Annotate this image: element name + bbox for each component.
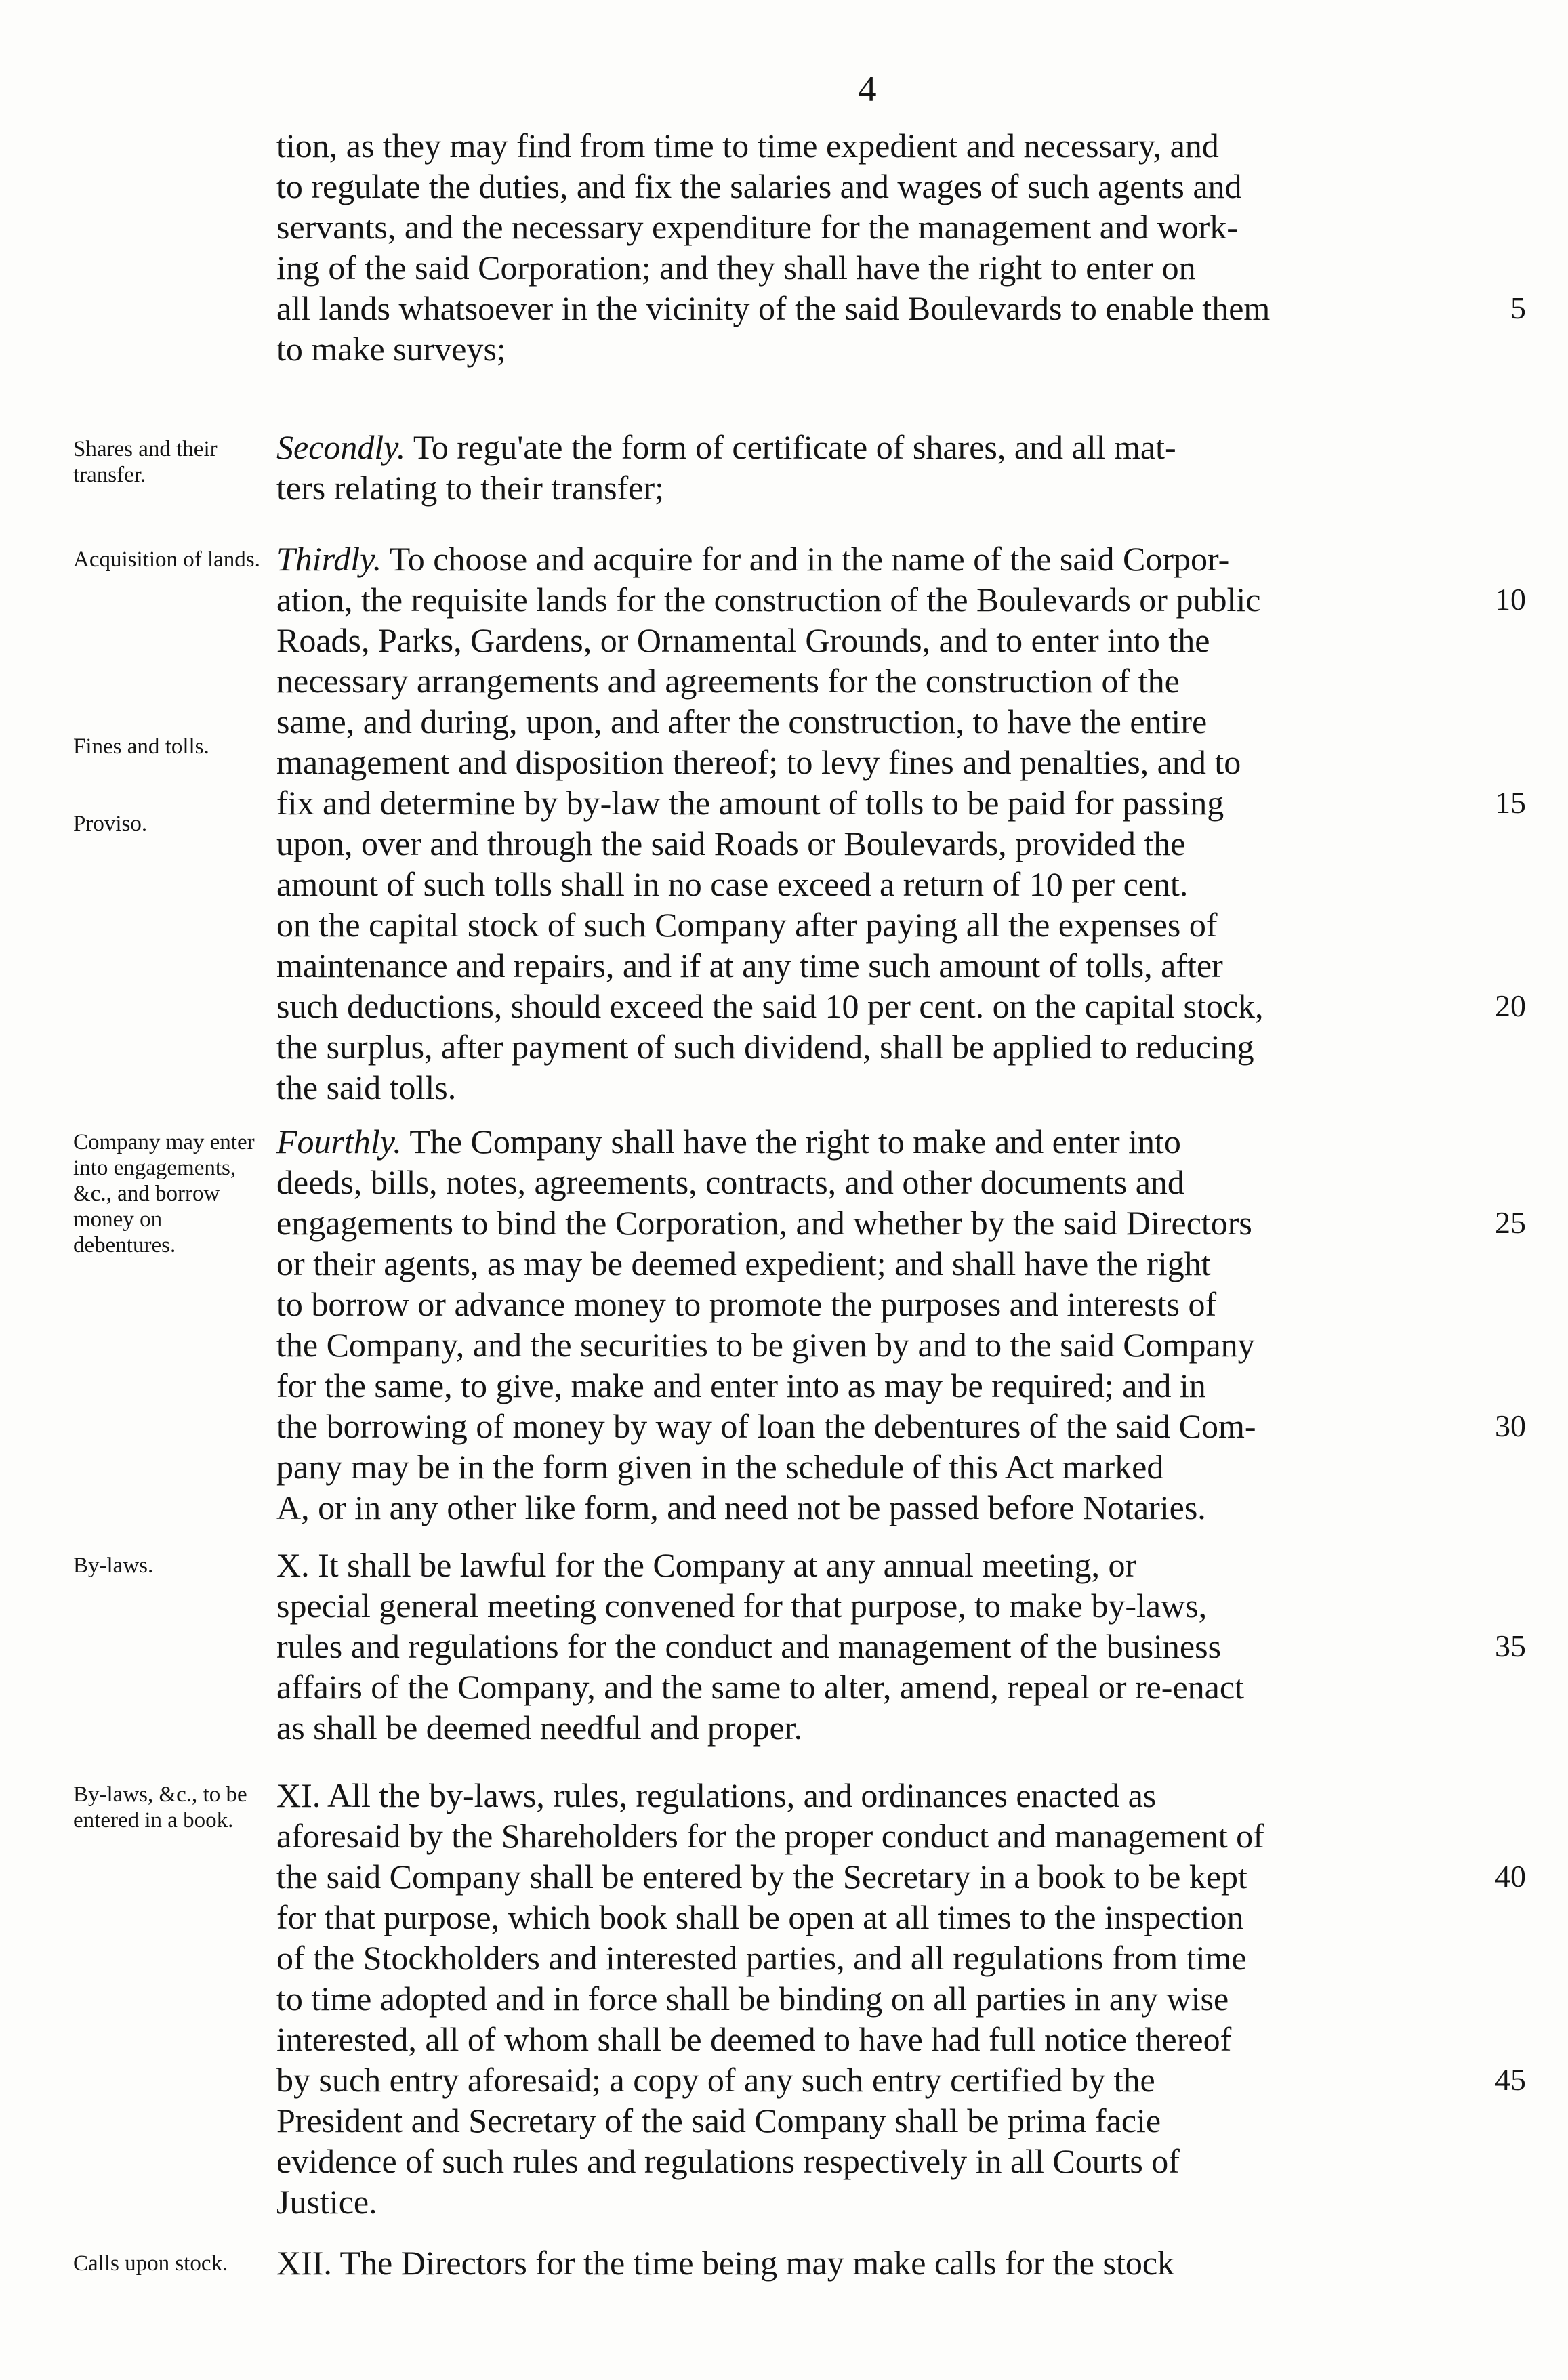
paragraph-text	[276, 1121, 1462, 1528]
text-line: A, or in any other like form, and need not be passed before Notaries.	[276, 1488, 1206, 1526]
text-line: engagements to bind the Corporation, and whether by the said Directors	[276, 1204, 1252, 1242]
line-number: 35	[1495, 1629, 1526, 1663]
text-fragment: The Company shall have the right to make and enter into	[401, 1123, 1181, 1161]
clause-lead: Secondly.	[276, 428, 406, 466]
text-line: the said tolls.	[276, 1068, 457, 1106]
text-line: to make surveys;	[276, 330, 506, 368]
text-line: servants, and the necessary expenditure for the management and work-	[276, 208, 1238, 246]
text-line: affairs of the Company, and the same to alter, amend, repeal or re-enact	[276, 1668, 1244, 1706]
text-line: maintenance and repairs, and if at any time such amount of tolls, after	[276, 946, 1223, 984]
text-fragment: To regu'ate the form of certificate of shares, and all mat-	[405, 428, 1176, 466]
text-line: for that purpose, which book shall be open at all times to the inspection	[276, 1898, 1244, 1936]
text-line: upon, over and through the said Roads or Boulevards, provided the	[276, 824, 1186, 862]
margin-note: By-laws, &c., to be entered in a book.	[73, 1782, 247, 1833]
text-line: for the same, to give, make and enter into as may be required; and in	[276, 1366, 1206, 1404]
paragraph-text	[276, 1775, 1462, 2222]
paragraph-text	[276, 2242, 1462, 2283]
text-line: Roads, Parks, Gardens, or Ornamental Grounds, and to enter into the	[276, 621, 1210, 659]
text-line: of the Stockholders and interested parties, and all regulations from time	[276, 1939, 1247, 1977]
text-line: Justice.	[276, 2183, 377, 2221]
text-line: President and Secretary of the said Company shall be prima facie	[276, 2102, 1161, 2139]
text-line: to borrow or advance money to promote the purposes and interests of	[276, 1285, 1217, 1323]
text-line: aforesaid by the Shareholders for the proper conduct and management of	[276, 1817, 1264, 1855]
text-fragment: To choose and acquire for and in the name of the said Corpor-	[381, 540, 1230, 578]
text-line: deeds, bills, notes, agreements, contracts, and other documents and	[276, 1163, 1184, 1201]
clause-lead: Fourthly.	[276, 1123, 402, 1161]
line-number: 30	[1495, 1408, 1526, 1443]
paragraph-text	[276, 125, 1462, 369]
line-number: 45	[1495, 2062, 1526, 2097]
text-line: tion, as they may find from time to time expedient and necessary, and	[276, 127, 1219, 165]
text-line: fix and determine by by-law the amount of tolls to be paid for passing	[276, 784, 1224, 822]
paragraph-text	[276, 427, 1462, 508]
margin-note: Company may enter into engagements, &c., and borrow money on debentures.	[73, 1130, 255, 1257]
text-line: by such entry aforesaid; a copy of any such entry certified by the	[276, 2061, 1155, 2099]
text-line: special general meeting convened for that purpose, to make by-laws,	[276, 1587, 1208, 1625]
text-line	[276, 539, 1462, 579]
text-line: interested, all of whom shall be deemed to have had full notice thereof	[276, 2020, 1232, 2058]
margin-note: Calls upon stock.	[73, 2251, 228, 2276]
text-line	[276, 427, 1462, 467]
text-line: to regulate the duties, and fix the salaries and wages of such agents and	[276, 167, 1242, 205]
clause-lead: Thirdly.	[276, 540, 382, 578]
line-number: 10	[1495, 582, 1526, 617]
text-line: rules and regulations for the conduct and management of the business	[276, 1627, 1222, 1665]
paragraph-text	[276, 539, 1462, 1108]
text-line: or their agents, as may be deemed expedient; and shall have the right	[276, 1245, 1211, 1282]
text-line: XII. The Directors for the time being may make calls for the stock	[276, 2244, 1175, 2282]
text-line: the Company, and the securities to be given by and to the said Company	[276, 1326, 1255, 1364]
text-line: the said Company shall be entered by the Secretary in a book to be kept	[276, 1858, 1247, 1896]
text-line: the borrowing of money by way of loan the debentures of the said Com-	[276, 1407, 1256, 1445]
text-line: necessary arrangements and agreements for the construction of the	[276, 662, 1180, 700]
text-line: to time adopted and in force shall be binding on all parties in any wise	[276, 1980, 1229, 2018]
text-line: ation, the requisite lands for the construction of the Boulevards or public	[276, 581, 1261, 619]
line-number: 20	[1495, 988, 1526, 1023]
text-line: all lands whatsoever in the vicinity of the said Boulevards to enable them	[276, 289, 1271, 327]
text-line: same, and during, upon, and after the construction, to have the entire	[276, 703, 1208, 740]
text-line: XI. All the by-laws, rules, regulations, and ordinances enacted as	[276, 1776, 1157, 1814]
text-line: management and disposition thereof; to levy fines and penalties, and to	[276, 743, 1241, 781]
text-line	[276, 1121, 1462, 1162]
text-line: X. It shall be lawful for the Company at any annual meeting, or	[276, 1546, 1137, 1584]
page-number: 4	[858, 68, 877, 109]
margin-note: Acquisition of lands.	[73, 547, 260, 572]
text-line: amount of such tolls shall in no case exceed a return of 10 per cent.	[276, 865, 1189, 903]
text-line: ters relating to their transfer;	[276, 469, 664, 507]
line-number: 25	[1495, 1205, 1526, 1240]
margin-note: Shares and their transfer.	[73, 437, 218, 487]
margin-note: Fines and tolls.	[73, 734, 209, 759]
text-line: ing of the said Corporation; and they shall have the right to enter on	[276, 249, 1196, 287]
line-number: 5	[1510, 291, 1526, 325]
line-number: 40	[1495, 1859, 1526, 1894]
text-line: pany may be in the form given in the schedule of this Act marked	[276, 1448, 1164, 1486]
margin-note: By-laws.	[73, 1553, 154, 1578]
line-number: 15	[1495, 785, 1526, 820]
text-line: such deductions, should exceed the said 10 per cent. on the capital stock,	[276, 987, 1264, 1025]
margin-note: Proviso.	[73, 812, 148, 836]
text-line: as shall be deemed needful and proper.	[276, 1709, 803, 1747]
paragraph-text	[276, 1545, 1462, 1748]
text-line: evidence of such rules and regulations respectively in all Courts of	[276, 2142, 1180, 2180]
text-line: on the capital stock of such Company after paying all the expenses of	[276, 906, 1218, 944]
text-line: the surplus, after payment of such dividend, shall be applied to reducing	[276, 1028, 1254, 1066]
